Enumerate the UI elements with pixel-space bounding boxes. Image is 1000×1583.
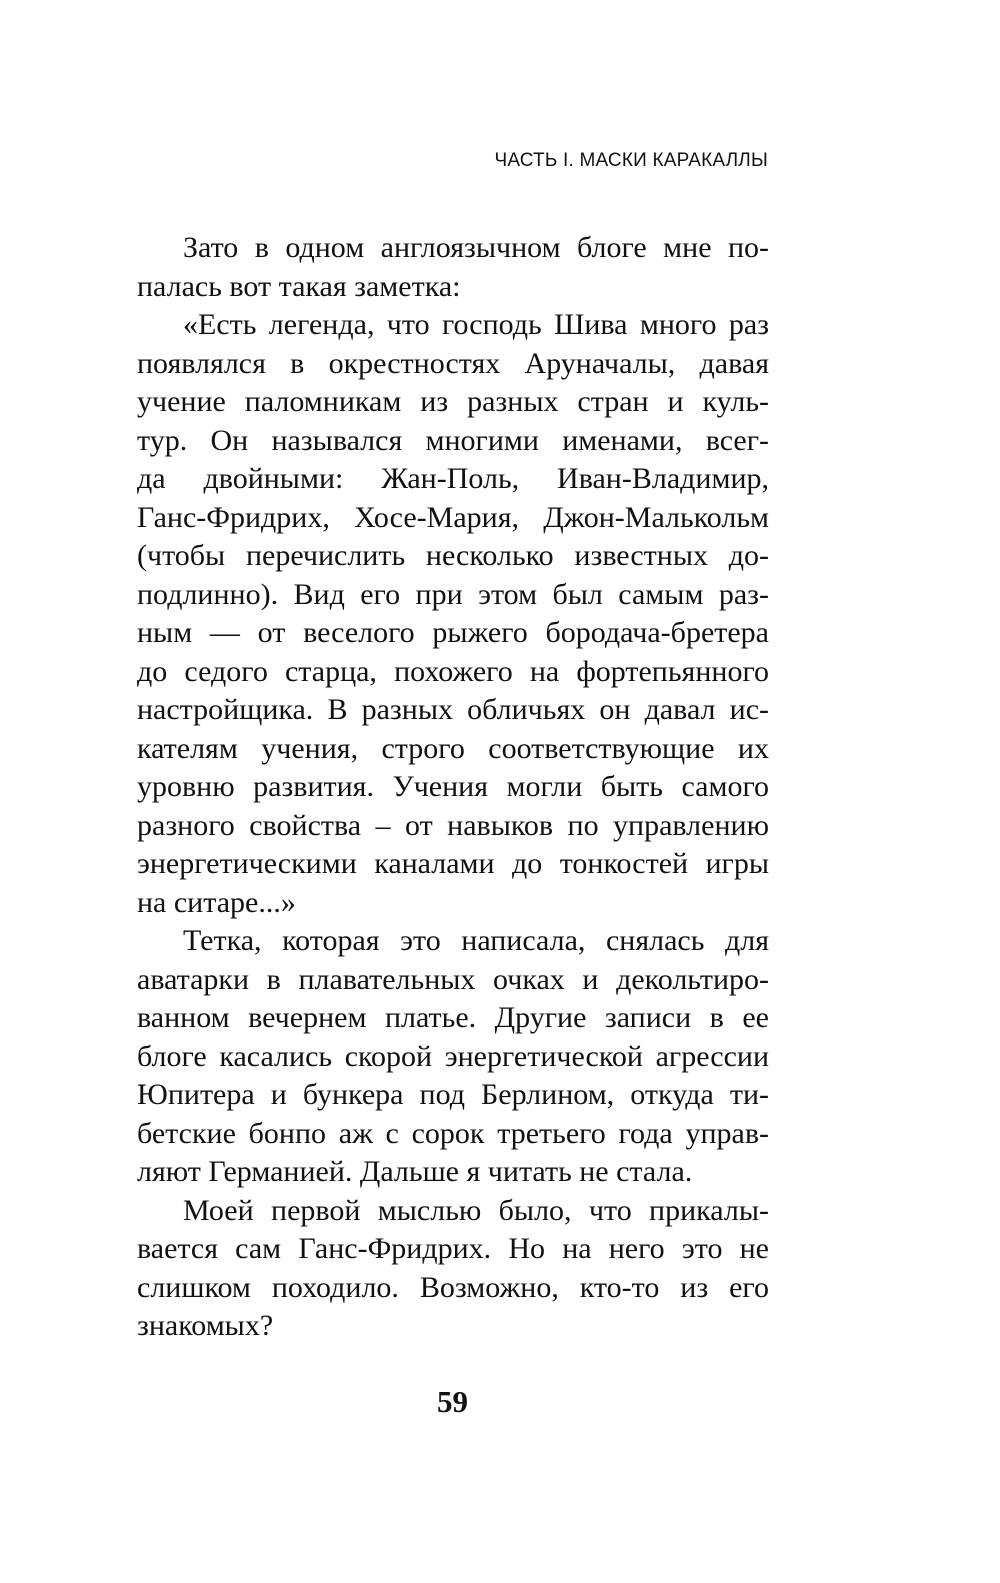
body-text	[137, 229, 769, 1346]
text-line: кателям учения, строго соответствующие их	[137, 731, 769, 765]
paragraph	[137, 1192, 769, 1346]
text-line: ным — от веселого рыжего бородача-бретера	[137, 616, 769, 649]
text-line: бетские бонпо аж с сорок третьего года управ-	[137, 1116, 769, 1150]
text-line: уровню развития. Учения могли быть самого	[137, 770, 769, 803]
text-line: ванном вечернем платье. Другие записи в ее	[137, 1001, 769, 1034]
text-line: появлялся в окрестностях Аруначалы, давая	[137, 346, 769, 380]
text-line: учение паломникам из разных стран и куль-	[137, 385, 769, 418]
text-line: до седого старца, похожего на фортепьянного	[137, 654, 769, 688]
text-line: тур. Он назывался многими именами, всег-	[137, 423, 769, 457]
text-line: блоге касались скорой энергетической агрессии	[137, 1039, 769, 1073]
text-line: Моей первой мыслью было, что прикалы-	[183, 1193, 769, 1227]
text-line: вается сам Ганс-Фридрих. Но на него это не	[137, 1232, 769, 1265]
text-line: палась вот такая заметка:	[137, 269, 461, 303]
text-line: знакомых?	[137, 1309, 274, 1342]
text-line: Тетка, которая это написала, снялась для	[183, 924, 769, 957]
text-line: разного свойства – от навыков по управлению	[137, 808, 769, 842]
text-line: (чтобы перечислить несколько известных до-	[137, 539, 769, 572]
text-line: настройщика. В разных обличьях он давал ис-	[137, 693, 769, 726]
paragraph	[137, 306, 769, 922]
text-line: подлинно). Вид его при этом был самым раз-	[137, 577, 769, 611]
page-number: 59	[437, 1384, 468, 1419]
text-line: на ситаре...»	[137, 885, 296, 919]
text-line: аватарки в плавательных очках и декольтиро-	[137, 962, 769, 996]
text-line: энергетическими каналами до тонкостей игры	[137, 847, 769, 880]
paragraph	[137, 922, 769, 1192]
text-line: да двойными: Жан-Поль, Иван-Владимир,	[137, 462, 769, 495]
text-line: Ганс-Фридрих, Хосе-Мария, Джон-Малькольм	[137, 500, 769, 534]
text-line: слишком походило. Возможно, кто-то из его	[137, 1270, 769, 1304]
text-line: Зато в одном англоязычном блоге мне по-	[183, 231, 769, 264]
text-line: «Есть легенда, что господь Шива много раз	[183, 308, 769, 341]
text-line: ляют Германией. Дальше я читать не стала.	[137, 1155, 693, 1188]
running-head: ЧАСТЬ I. МАСКИ КАРАКАЛЛЫ	[494, 150, 768, 171]
text-line: Юпитера и бункера под Берлином, откуда ти-	[137, 1078, 769, 1111]
paragraph	[137, 229, 769, 306]
